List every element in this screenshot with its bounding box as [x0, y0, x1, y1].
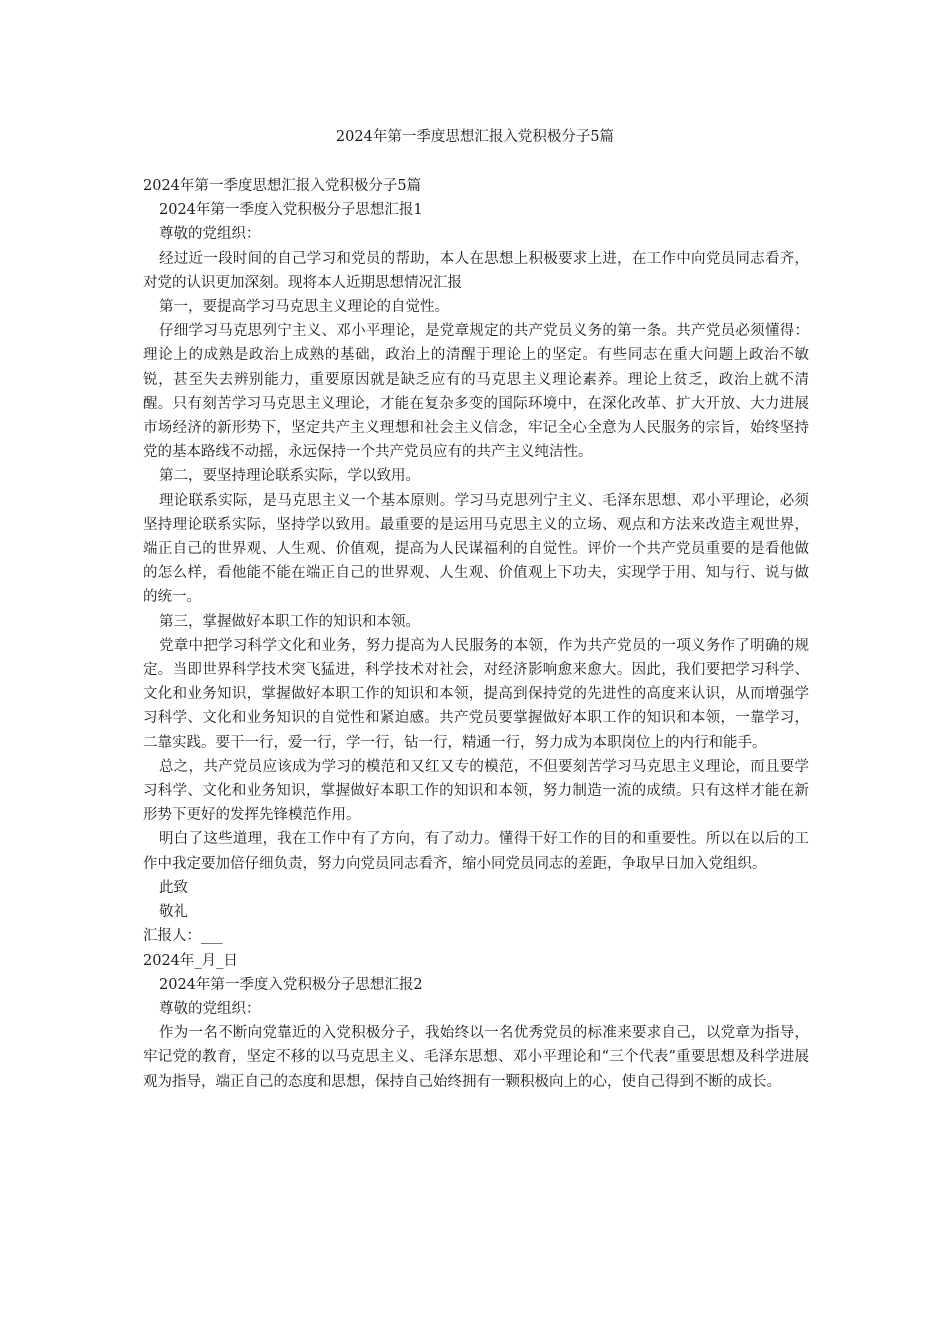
paragraph: 尊敬的党组织：	[159, 1000, 261, 1017]
paragraph: 第二，要坚持理论联系实际，学以致用。	[159, 468, 420, 485]
paragraph: 理论联系实际，是马克思主义一个基本原则。学习马克思列宁主义、毛泽东思想、邓小平理论，必须坚持理论联系实际，坚持学以致用。最重要的是运用马克思主义的立场、观点和方法来改造主观世界，端正自己的世界观、人生观、价值观，提高为人民谋福利的自觉性。评价一个共产党员重要的是看他做的怎么样，看他能不能在端正自己的世界观、人生观、价值观上下功夫，实现学于用、知与行、说与做的统一。	[143, 492, 809, 606]
paragraph: 2024年_月_日	[143, 952, 238, 969]
paragraph: 明白了这些道理，我在工作中有了方向，有了动力。懂得干好工作的目的和重要性。所以在以后的工作中我定要加倍仔细负责，努力向党员同志看齐，缩小同党员同志的差距，争取早日加入党组织。	[143, 831, 809, 872]
paragraph: 敬礼	[159, 904, 188, 921]
paragraph: 此致	[159, 879, 188, 896]
paragraph: 2024年第一季度思想汇报入党积极分子5篇	[143, 178, 422, 194]
paragraph: 党章中把学习科学文化和业务，努力提高为人民服务的本领，作为共产党员的一项义务作了明确的规定。当即世界科学技术突飞猛进，科学技术对社会，对经济影响愈来愈大。因此，我们要把学习科学、文化和业务知识，掌握做好本职工作的知识和本领，提高到保持党的先进性的高度来认识，从而增强学习科学、文化和业务知识的自觉性和紧迫感。共产党员要掌握做好本职工作的知识和本领，一靠学习，二靠实践。要干一行，爱一行，学一行，钻一行，精通一行，努力成为本职岗位上的内行和能手。	[143, 637, 809, 751]
paragraph: 仔细学习马克思列宁主义、邓小平理论，是党章规定的共产党员义务的第一条。共产党员必须懂得：理论上的成熟是政治上成熟的基础，政治上的清醒于理论上的坚定。有些同志在重大问题上政治不敏锐，甚至失去辨别能力，重要原因就是缺乏应有的马克思主义理论素养。理论上贫乏，政治上就不清醒。只有刻苦学习马克思主义理论，才能在复杂多变的国际环境中，在深化改革、扩大开放、大力进展市场经济的新形势下，坚定共产主义理想和社会主义信念，牢记全心全意为人民服务的宗旨，始终坚持党的基本路线不动摇，永远保持一个共产党员应有的共产主义纯洁性。	[143, 323, 809, 461]
paragraph: 2024年第一季度入党积极分子思想汇报2	[159, 976, 423, 993]
paragraph: 2024年第一季度入党积极分子思想汇报1	[159, 202, 423, 219]
paragraph: 汇报人：___	[143, 928, 223, 945]
document-title: 2024年第一季度思想汇报入党积极分子5篇	[335, 129, 615, 145]
paragraph: 经过近一段时间的自己学习和党员的帮助，本人在思想上积极要求上进，在工作中向党员同志看齐，对党的认识更加深刻。现将本人近期思想情况汇报	[143, 250, 809, 291]
paragraph: 第一，要提高学习马克思主义理论的自觉性。	[159, 299, 449, 316]
paragraph: 作为一名不断向党靠近的入党积极分子，我始终以一名优秀党员的标准来要求自己，以党章为指导，牢记党的教育，坚定不移的以马克思主义、毛泽东思想、邓小平理论和“三个代表”重要思想及科学进展观为指导，端正自己的态度和思想，保持自己始终拥有一颗积极向上的心，使自己得到不断的成长。	[143, 1025, 809, 1090]
paragraph: 尊敬的党组织：	[159, 226, 261, 243]
paragraph: 第三，掌握做好本职工作的知识和本领。	[159, 613, 420, 630]
document-body	[143, 174, 809, 1094]
paragraph: 总之，共产党员应该成为学习的模范和又红又专的模范，不但要刻苦学习马克思主义理论，而且要学习科学、文化和业务知识，掌握做好本职工作的知识和本领，努力制造一流的成绩。只有这样才能在新形势下更好的发挥先锋模范作用。	[143, 758, 809, 824]
